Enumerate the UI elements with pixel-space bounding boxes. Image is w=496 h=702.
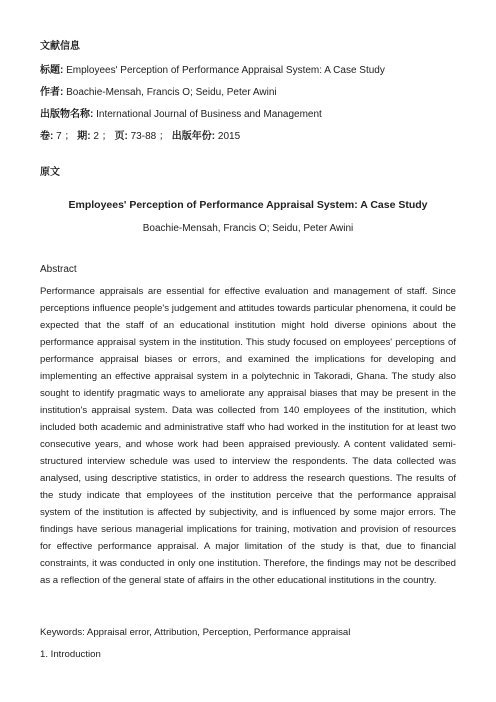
keywords-line: Keywords: Appraisal error, Attribution, Perception, Performance appraisal <box>40 627 351 638</box>
original-text-heading: 原文 <box>40 167 60 178</box>
meta-separator: ； <box>158 131 169 142</box>
meta-journal-label: 出版物名称: <box>40 109 94 120</box>
introduction-heading: 1. Introduction <box>40 649 101 660</box>
meta-year-label: 出版年份: <box>171 131 216 142</box>
meta-separator: ； <box>64 131 75 142</box>
abstract-body: Performance appraisals are essential for effective evaluation and management of staff. Since perceptions influence people's judgement and attitudes towards particular phenomena, it could be expected that the staff of an educational institution might hold diverse opinions about the performance appraisal system in the institution. This study focused on employees' perceptions of performance appraisal biases or errors, and examined the implications for developing and implementing an effective appraisal system in a polytechnic in Takoradi, Ghana. The study also sought to identify pragmatic ways to ameliorate any appraisal biases that may be present in the institution's appraisal system. Data was collected from 140 employees of the institution, which included both academic and administrative staff who had worked in the institution for at least two consecutive years, and whose work had been appraised previously. A content validated semi-structured interview schedule was used to interview the respondents. The data collected was analysed, using descriptive statistics, in order to address the research questions. The results of the study indicate that employees of the institution perceive that the performance appraisal system of the institution is affected by subjectivity, and is influenced by some major errors. The findings have serious managerial implications for training, motivation and provision of resources for effective performance appraisal. A major limitation of the study is that, due to financial constraints, it was conducted in only one institution. Therefore, the findings may not be described as a reflection of the general state of affairs in the other educational institutions in the country. <box>40 286 456 586</box>
meta-issue-label: 期: <box>77 131 91 142</box>
paper-authors: Boachie-Mensah, Francis O; Seidu, Peter Awini <box>142 223 354 234</box>
literature-info-block <box>40 40 456 152</box>
meta-author-line <box>40 86 456 100</box>
meta-volume-label: 卷: <box>40 131 54 142</box>
meta-journal-value: International Journal of Business and Management <box>96 109 322 120</box>
meta-title-value: Employees' Perception of Performance Appraisal System: A Case Study <box>66 65 385 76</box>
meta-citation-line <box>40 130 456 144</box>
meta-title-label: 标题: <box>40 65 64 76</box>
meta-journal-line <box>40 108 456 122</box>
meta-author-value: Boachie-Mensah, Francis O; Seidu, Peter Awini <box>66 87 277 98</box>
meta-author-label: 作者: <box>40 87 64 98</box>
meta-separator: ； <box>101 131 112 142</box>
meta-title-line <box>40 64 456 78</box>
meta-pages-value: 73-88 <box>130 131 157 142</box>
literature-info-heading: 文献信息 <box>40 41 80 52</box>
meta-pages-label: 页: <box>114 131 128 142</box>
abstract-label: Abstract <box>40 264 77 275</box>
meta-year-value: 2015 <box>217 131 241 142</box>
paper-title: Employees' Perception of Performance Appraisal System: A Case Study <box>68 199 428 211</box>
meta-volume-value: 7 <box>56 131 62 142</box>
meta-issue-value: 2 <box>93 131 99 142</box>
